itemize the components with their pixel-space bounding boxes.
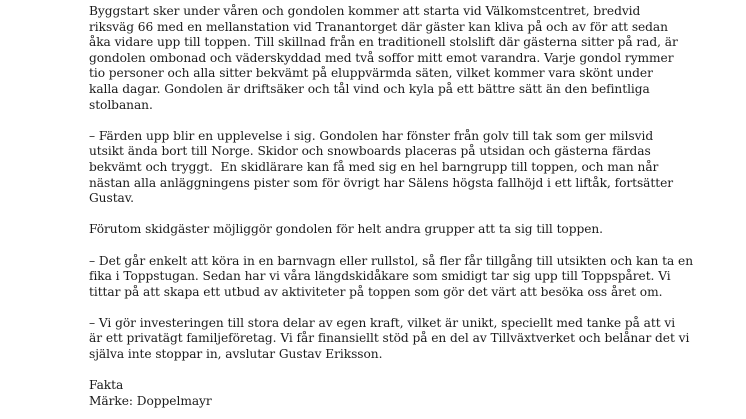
text-line: – Färden upp blir en upplevelse i sig. Gondolen har fönster från golv till tak som ger milsvid	[89, 128, 654, 143]
text-line: – Det går enkelt att köra in en barnvagn eller rullstol, så fler får tillgång till utsikten och kan ta en	[89, 253, 694, 268]
paragraph-investment-quote	[89, 316, 739, 363]
text-line: tittar på att skapa ett utbud av aktiviteter på toppen som gör det värt att besöka oss året om.	[89, 284, 663, 299]
text-line: Förutom skidgäster möjliggör gondolen för helt andra grupper att ta sig till toppen.	[89, 222, 604, 237]
text-line: utsikt ända bort till Norge. Skidor och snowboards placeras på utsidan och gästerna färdas	[89, 144, 651, 159]
text-line: Byggstart sker under våren och gondolen kommer att starta vid Välkomstcentret, bredvid	[89, 4, 641, 18]
text-line: Gustav.	[89, 191, 134, 206]
text-line: bekvämt och tryggt. En skidlärare kan få med sig en hel barngrupp till toppen, och man når	[89, 159, 659, 174]
document-body	[89, 4, 739, 409]
text-line: gondolen ombonad och väderskyddad med två soffor mitt emot varandra. Varje gondol rymmer	[89, 50, 674, 65]
text-line: – Vi gör investeringen till stora delar av egen kraft, vilket är unikt, speciellt med tanke på att vi	[89, 315, 676, 330]
text-line: kalla dagar. Gondolen är driftsäker och tål vind och kyla på ett bättre sätt än den befintliga	[89, 81, 650, 96]
text-line: riksväg 66 med en mellanstation vid Tranantorget där gäster kan kliva på och av för att sedan	[89, 19, 668, 34]
text-line: stolbanan.	[89, 97, 153, 112]
fakta-heading: Fakta	[89, 378, 124, 393]
text-line: tio personer och alla sitter bekvämt på eluppvärmda säten, vilket kommer vara skönt under	[89, 66, 653, 81]
paragraph-accessibility-quote	[89, 254, 739, 301]
text-line: själva inte stoppar in, avslutar Gustav Eriksson.	[89, 347, 383, 362]
text-line: nästan alla anläggningens pister som för övrigt har Sälens högsta fallhöjd i ett liftåk, fortsätter	[89, 175, 674, 190]
text-line: åka vidare upp till toppen. Till skillnad från en traditionell stolslift där gästerna sitter på rad, är	[89, 35, 678, 50]
text-line: är ett privatägt familjeföretag. Vi får finansiellt stöd på en del av Tillväxtverket och belånar det vi	[89, 331, 690, 346]
paragraph-other-groups	[89, 222, 739, 238]
fakta-item-brand: Märke: Doppelmayr	[89, 393, 212, 408]
fakta-section	[89, 378, 739, 409]
paragraph-gondola-intro	[89, 4, 739, 113]
paragraph-experience-quote	[89, 129, 739, 207]
text-line: fika i Toppstugan. Sedan har vi våra längdskidåkare som smidigt tar sig upp till Toppspåret. Vi	[89, 269, 671, 284]
